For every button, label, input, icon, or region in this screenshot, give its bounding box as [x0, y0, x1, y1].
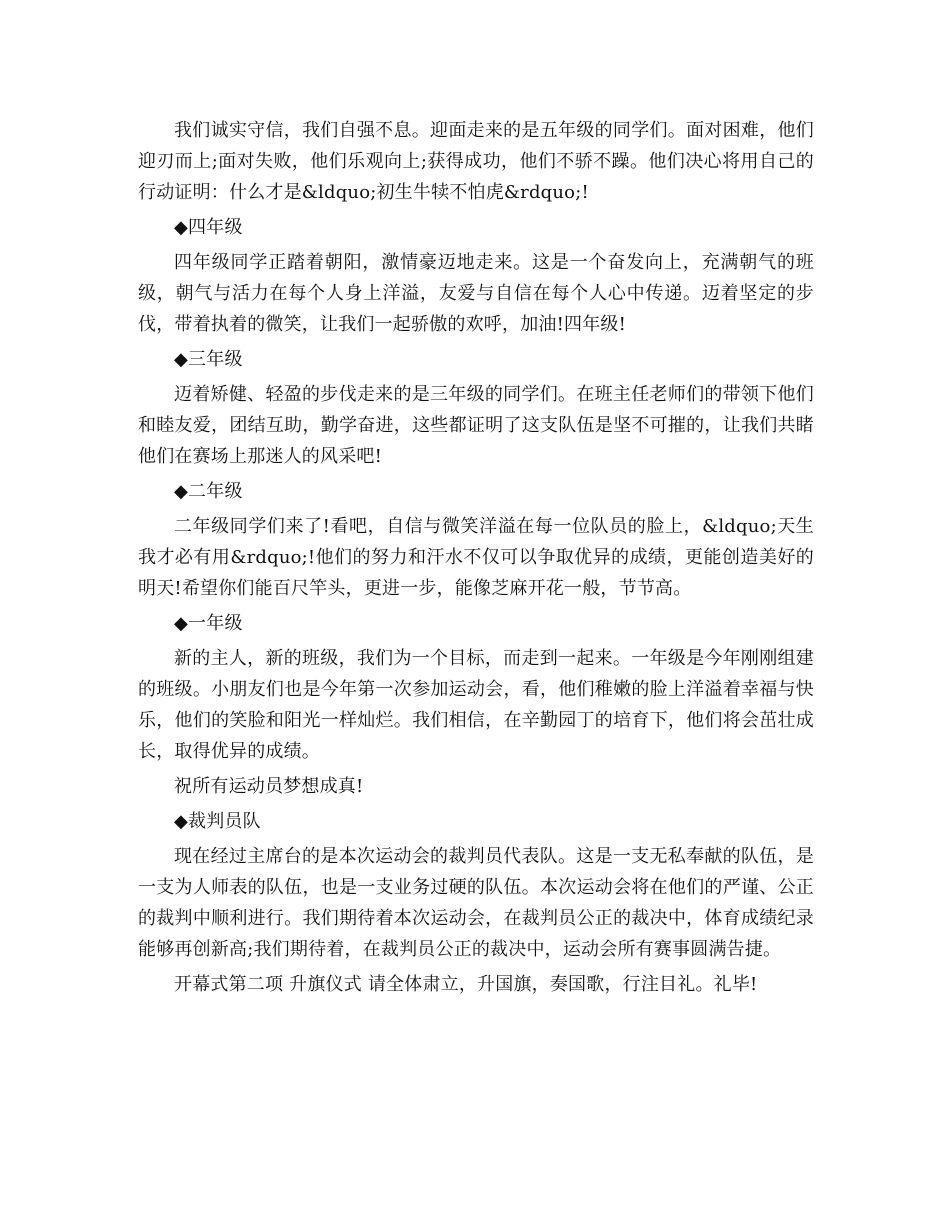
- heading-grade-one: ◆一年级: [174, 613, 243, 634]
- heading-grade-three: ◆三年级: [174, 349, 243, 370]
- paragraph-grade-five: 我们诚实守信，我们自强不息。迎面走来的是五年级的同学们。面对困难，他们迎刃而上;面对失败，他们乐观向上;获得成功，他们不骄不躁。他们决心将用自己的行动证明：什么才是&ldquo;初生牛犊不怕虎&rdquo;!: [138, 120, 814, 203]
- paragraph-grade-four: 四年级同学正踏着朝阳，激情豪迈地走来。这是一个奋发向上，充满朝气的班级，朝气与活力在每个人身上洋溢，友爱与自信在每个人心中传递。迈着坚定的步伐，带着执着的微笑，让我们一起骄傲的欢呼，加油!四年级!: [138, 252, 814, 335]
- heading-grade-four: ◆四年级: [174, 217, 243, 238]
- document-body: [138, 115, 814, 1004]
- paragraph-grade-two: 二年级同学们来了!看吧，自信与微笑洋溢在每一位队员的脸上，&ldquo;天生我才必有用&rdquo;!他们的努力和汗水不仅可以争取优异的成绩，更能创造美好的明天!希望你们能百尺竿头，更进一步，能像芝麻开花一般，节节高。: [138, 516, 814, 599]
- heading-grade-two: ◆二年级: [174, 481, 243, 502]
- paragraph-flag-ceremony: 开幕式第二项 升旗仪式 请全体肃立，升国旗，奏国歌，行注目礼。礼毕!: [174, 974, 758, 995]
- paragraph-wish: 祝所有运动员梦想成真!: [174, 776, 364, 797]
- paragraph-grade-one: 新的主人，新的班级，我们为一个目标，而走到一起来。一年级是今年刚刚组建的班级。小朋友们也是今年第一次参加运动会，看，他们稚嫩的脸上洋溢着幸福与快乐，他们的笑脸和阳光一样灿烂。我们相信，在辛勤园丁的培育下，他们将会茁壮成长，取得优异的成绩。: [138, 648, 814, 762]
- paragraph-referee-team: 现在经过主席台的是本次运动会的裁判员代表队。这是一支无私奉献的队伍，是一支为人师表的队伍，也是一支业务过硬的队伍。本次运动会将在他们的严谨、公正的裁判中顺利进行。我们期待着本次运动会，在裁判员公正的裁决中，体育成绩纪录能够再创新高;我们期待着，在裁判员公正的裁决中，运动会所有赛事圆满告捷。: [138, 846, 814, 960]
- paragraph-grade-three: 迈着矫健、轻盈的步伐走来的是三年级的同学们。在班主任老师们的带领下他们和睦友爱，团结互助，勤学奋进，这些都证明了这支队伍是坚不可摧的，让我们共睹他们在赛场上那迷人的风采吧!: [138, 384, 814, 467]
- heading-referee-team: ◆裁判员队: [174, 811, 261, 832]
